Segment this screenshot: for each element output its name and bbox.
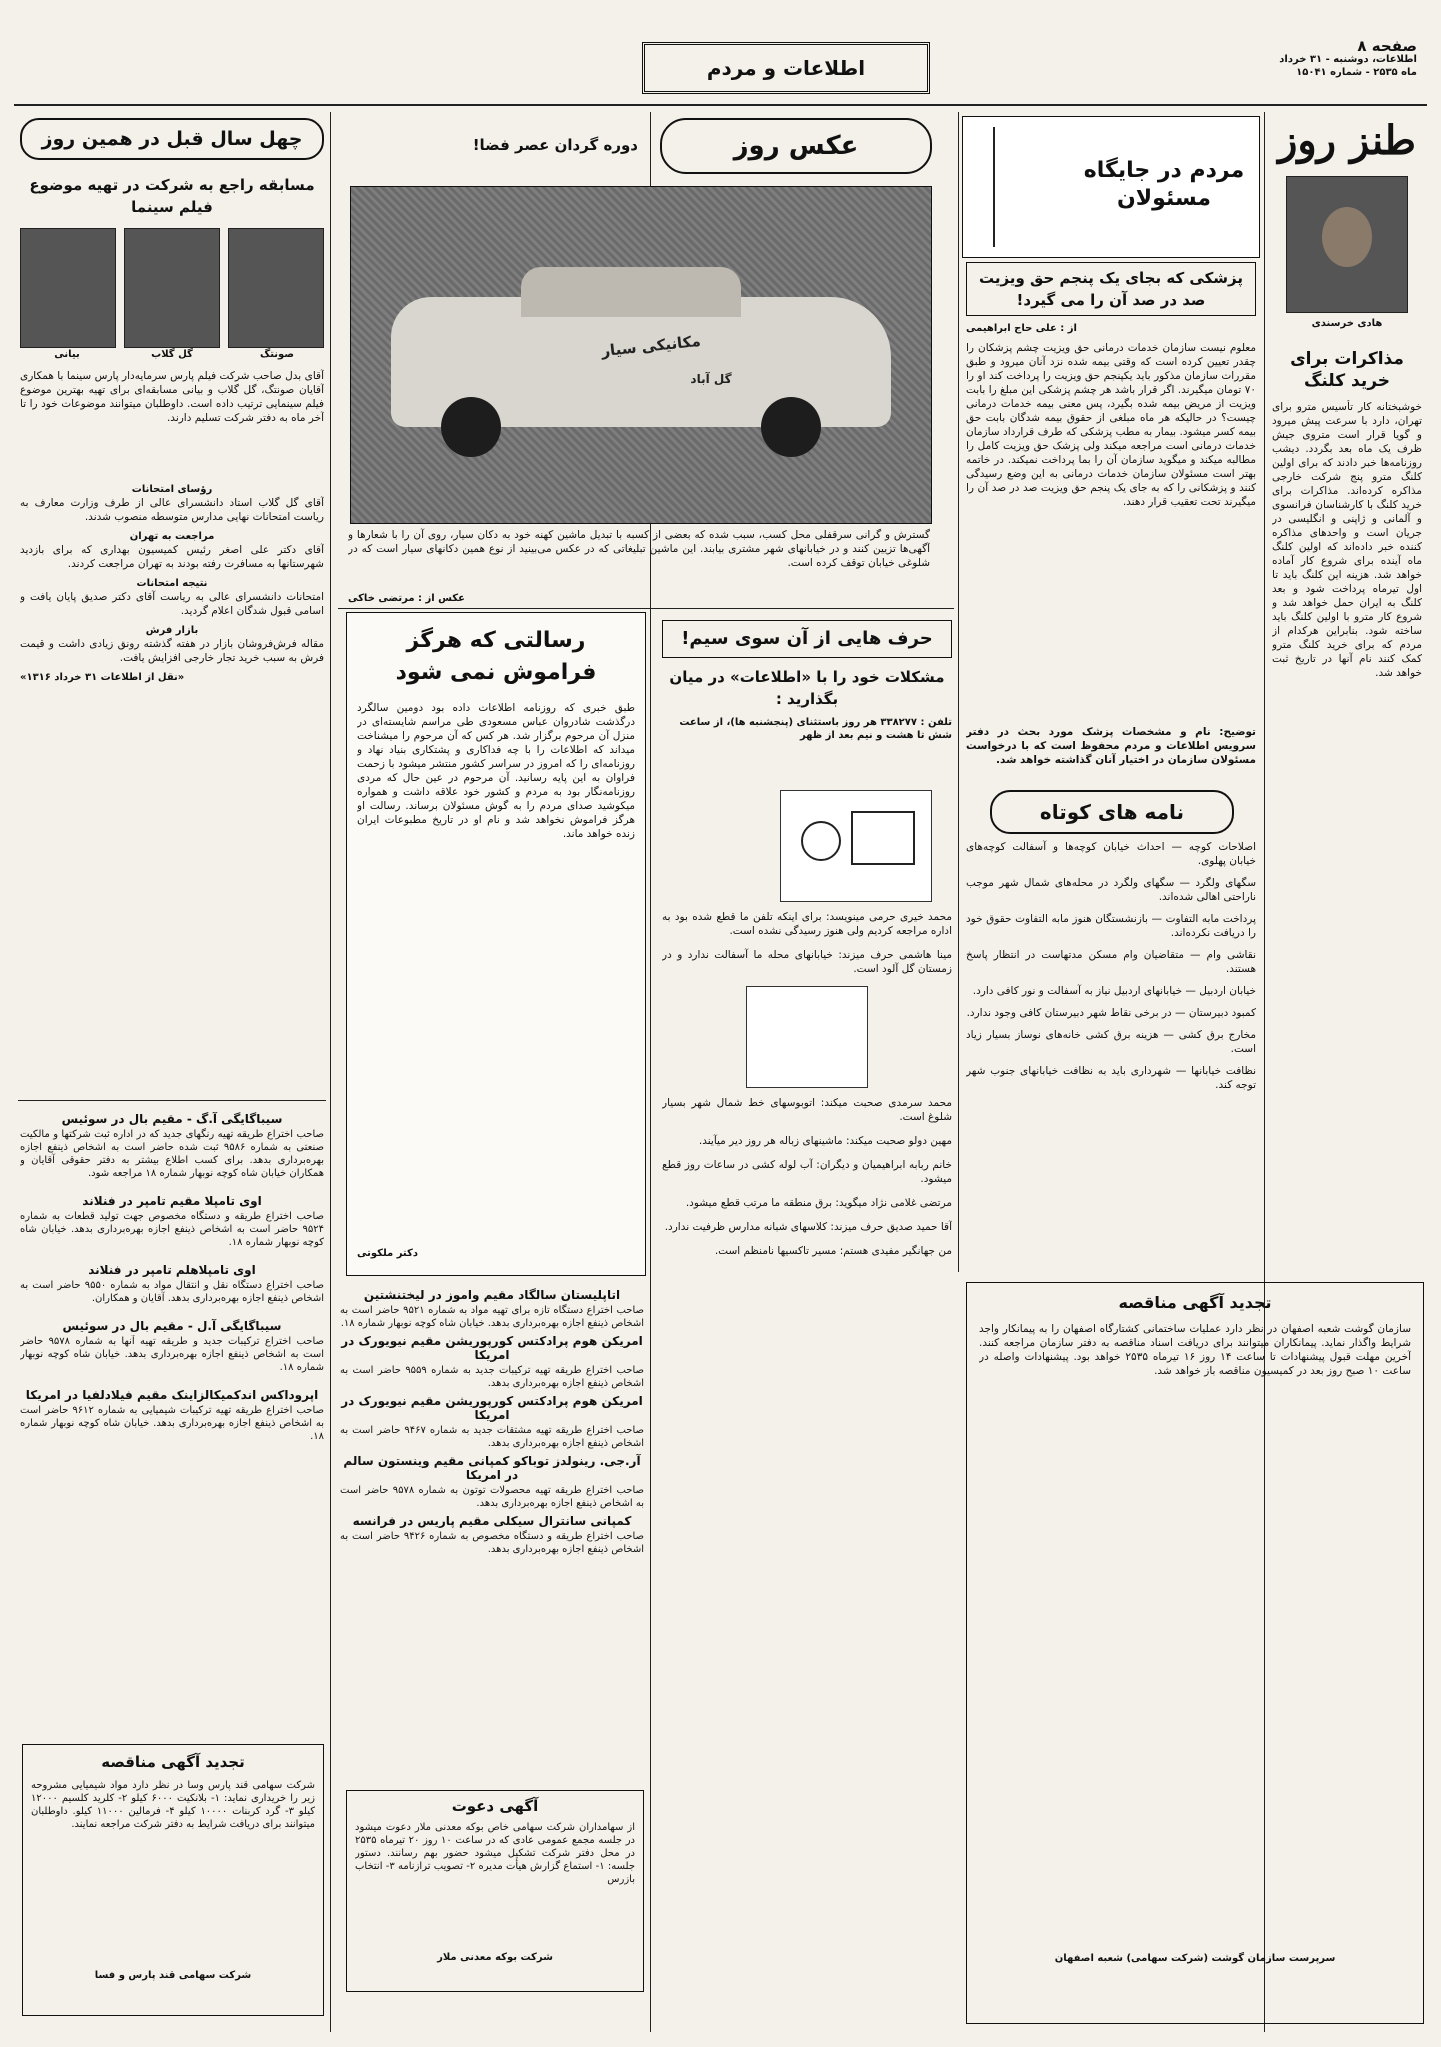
notice-title: سیباگایگی آ.گ - مقیم بال در سوئیس (61, 1112, 283, 1126)
list-item: مخارج برق کشی — هزینه برق کشی خانه‌های نوساز بسیار زیاد است. (966, 1029, 1256, 1055)
namehaye-list (966, 840, 1256, 1270)
notice-body: صاحب اختراع طریقه تهیه رنگهای جدید که در اداره ثبت شرکتها و مالکیت صنعتی به شماره ۹۵۸۶ ثبت شده حاضر است به اشخاص ذینفع اجازه بهره‌برداری بدهد. برای کسب اطلاع بیشتر به دفتر حقوقی آقایان و همکاران خیابان شاه کوچه نوبهار شماره ۱۸ مراجعه شود. (20, 1129, 324, 1179)
chehel-sub4: بازار فرش (145, 625, 199, 636)
tanz-author: هادی خرسندی (1311, 318, 1383, 329)
portrait-names (20, 348, 324, 361)
car-label: گل آباد (690, 372, 732, 386)
chehel-body: آقای بدل صاحب شرکت فیلم پارس سرمایه‌دار پارس سینما با همکاری آقایان صونتگ، گل گلاب و بیانی مسابقه‌ای برای تهیه بهترین موضوع فیلم سینمایی ترتیب داده است. داوطلبان میتوانند موضوعات خود را تا آخر ماه به دفتر شرکت تسلیم دارند. (20, 370, 324, 424)
photo-credit: عکس از : مرتضی خاکی (348, 593, 465, 604)
list-item: محمد سرمدی صحبت میکند: اتوبوسهای خط شمال شهر بسیار شلوغ است. (662, 1097, 952, 1123)
list-item: نظافت خیابانها — شهرداری باید به نظافت خیابانهای جنوب شهر توجه کند. (966, 1065, 1256, 1091)
tv-icon (851, 811, 915, 865)
portrait-photo (228, 228, 324, 348)
risalat-title: رسالتی که هرگز فراموش نمی شود (395, 628, 597, 685)
list-item: مهین دولو صحبت میکند: ماشینهای زباله هر روز دیر میآیند. (698, 1135, 952, 1147)
chehel-headline: مسابقه راجع به شرکت در تهیه موضوع فیلم سینما (29, 176, 315, 216)
chehel-title: چهل سال قبل در همین روز (20, 118, 324, 160)
mid-notices (340, 1284, 644, 1674)
monaqese-left-box (22, 1744, 324, 2016)
monaqese-right-signature: سرپرست سازمان گوشت (شرکت سهامی) شعبه اصفهان (1054, 1953, 1336, 1964)
podium-cartoon-icon (993, 127, 1075, 247)
mardom-article (966, 262, 1256, 781)
harf-box (662, 620, 952, 742)
section-title: اطلاعات و مردم (642, 42, 930, 94)
monaqese-left-body: شرکت سهامی قند پارس وسا در نظر دارد مواد شیمیایی مشروحه زیر را خریداری نماید: ۱- بلانکیت ۶۰۰۰ کیلو ۲- کلرید کلسیم ۱۲۰۰۰ کیلو ۳- گرد کربنات ۱۰۰۰۰ کیلو ۴- فرمالین ۱۱۰۰۰ کیلو. داوطلبان میتوانند برای دریافت شرایط به دفتر شرکت مراجعه نمایند. (31, 1780, 315, 1830)
davat-body: از سهامداران شرکت سهامی خاص بوکه معدنی ملار دعوت میشود در جلسه مجمع عمومی عادی که در ساعت ۱۰ روز ۲۰ تیرماه ۲۵۳۵ در محل دفتر شرکت تشکیل میشود حضور بهم رسانند. دستور جلسه: ۱- استماع گزارش هیأت مدیره ۲- تصویب ترازنامه ۳- انتخاب بازرس (355, 1822, 635, 1885)
tanz-logo: طنز روز (1278, 117, 1416, 164)
column-divider (330, 112, 331, 2032)
notice-title: امریکن هوم پرادکتس کورپوریشن مقیم نیویورک در امریکا (341, 1394, 643, 1422)
monaqese-right-box (966, 1282, 1424, 2024)
harf-title: حرف هایی از آن سوی سیم! (662, 620, 952, 658)
notice-title: امریکن هوم پرادکتس کورپوریشن مقیم نیویورک در امریکا (341, 1334, 643, 1362)
notice-body: صاحب اختراع طریقه تهیه محصولات توتون به شماره ۹۵۷۸ حاضر است به اشخاص ذینفع اجازه بهره‌برداری بدهد. (340, 1485, 644, 1509)
notice-body: صاحب اختراع دستگاه نقل و انتقال مواد به شماره ۹۵۵۰ حاضر است به اشخاص ذینفع اجازه بهره‌برداری بدهد. آقایان و همکاران. (20, 1280, 324, 1304)
tanz-title: مذاکرات برای خرید کلنگ (1290, 349, 1404, 391)
issue-line-2: ماه ۲۵۳۵ - شماره ۱۵۰۴۱ (1296, 67, 1417, 78)
harf-sub: مشکلات خود را با «اطلاعات» در میان بگذارید : (669, 668, 945, 708)
left-notices (20, 1108, 324, 1728)
notice-body: صاحب اختراع طریقه و دستگاه مخصوص جهت تولید قطعات به شماره ۹۵۲۴ حاضر است به اشخاص ذینفع اجازه بهره‌برداری بدهد. خیابان شاه کوچه نوبهار شماره ۱۸. (20, 1211, 324, 1248)
mardom-banner: مردم در جایگاه مسئولان (1083, 158, 1245, 211)
list-item: اصلاحات کوچه — احداث خیابان کوچه‌ها و آسفالت کوچه‌های خیابان پهلوی. (966, 841, 1256, 867)
portrait-photo (124, 228, 220, 348)
chehel-sub2: مراجعت به تهران (129, 531, 215, 542)
risalat-author: دکتر ملکوتی (357, 1248, 418, 1259)
notice-title: اوی تامپلاهلم تامپر در فنلاند (88, 1263, 256, 1277)
mardom-byline: از : علی حاج ابراهیمی (966, 323, 1077, 334)
notice-body: صاحب اختراع طریقه تهیه ترکیبات شیمیایی به شماره ۹۶۱۲ حاضر است به اشخاص ذینفع اجازه بهره‌برداری بدهد. خیابان شاه کوچه نوبهار شماره ۱۸. (20, 1405, 324, 1442)
portrait-name: بیانی (54, 349, 80, 360)
notice-title: اوی تامپلا مقیم تامپر در فنلاند (82, 1194, 262, 1208)
figure-head-icon (801, 821, 841, 861)
list-item: سگهای ولگرد — سگهای ولگرد در محله‌های شمال شهر موجب ناراحتی اهالی شده‌اند. (966, 877, 1256, 903)
mardom-banner-box (962, 116, 1260, 258)
car-roof (521, 267, 741, 317)
risalat-body: طبق خبری که روزنامه اطلاعات داده بود دومین سالگرد درگذشت شادروان عباس مسعودی طی مراسم شایسته‌ای در منزل آن مرحوم برگزار شد. هر کس که آن مرحوم را میشناخت میداند که اطلاعات را با چه فداکاری و پشتکاری بنیاد نهاد و روزنامه‌ای را که امروز در سراسر کشور منتشر میشود با زحمت فراوان به این پایه رسانید. آن مرحوم در عین حال که مردی روزنامه‌نگار بود به مردم و کشور خود علاقه داشت و همواره میکوشید صدای مردم را به گوش مسئولان برساند. رسالت او هرگز فراموش نخواهد شد و نام او در تاریخ مطبوعات ایران زنده خواهد ماند. (357, 702, 635, 840)
chehel-credit: «نقل از اطلاعات ۳۱ خرداد ۱۳۱۶» (20, 672, 185, 683)
wheel-icon (761, 397, 821, 457)
notice-body: صاحب اختراع دستگاه تازه برای تهیه مواد به شماره ۹۵۲۱ حاضر است به اشخاص ذینفع اجازه بهره‌برداری بدهد. خیابان شاه کوچه نوبهار شماره ۱۸. (340, 1305, 644, 1329)
namehaye-title: نامه های کوتاه (990, 790, 1234, 834)
list-item: مینا هاشمی حرف میزند: خیابانهای محله ما آسفالت ندارد و در زمستان گل آلود است. (662, 949, 952, 975)
notice-title: آر.جی. رینولدز توباکو کمپانی مقیم وینستون سالم در امریکا (343, 1454, 641, 1482)
portrait-row (20, 228, 324, 348)
face-icon (1322, 207, 1372, 267)
mardom-headline: پزشکی که بجای یک پنجم حق ویزیت صد در صد آن را می گیرد! (966, 262, 1256, 316)
section-rule (18, 1100, 326, 1101)
reader-calls (662, 910, 952, 2010)
wheel-icon (441, 397, 501, 457)
monaqese-right-title: تجدید آگهی مناقصه (1118, 1293, 1272, 1312)
chehel-sub2-body: آقای دکتر علی اصغر رئیس کمیسیون بهداری که برای بازدید شهرستانها به مسافرت رفته بودند به تهران مراجعت کردند. (20, 544, 324, 570)
davat-box (346, 1790, 644, 1992)
portrait-photo (20, 228, 116, 348)
list-item: آقا حمید صدیق حرف میزند: کلاسهای شبانه مدارس ظرفیت ندارد. (664, 1221, 952, 1233)
monaqese-left-title: تجدید آگهی مناقصه (101, 1753, 245, 1771)
notice-title: اتاپلیستان سالگاد مقیم واموز در لیختنشتین (363, 1288, 621, 1302)
column-divider (958, 112, 959, 1272)
cartoon-icon (746, 986, 868, 1088)
portrait-name: صونتگ (259, 349, 294, 360)
masthead-rule (14, 104, 1427, 106)
car-slogan: مکانیکی سیار (600, 331, 702, 361)
list-item: کمبود دبیرستان — در برخی نقاط شهر دبیرستان کافی وجود ندارد. (966, 1007, 1256, 1019)
list-item: من جهانگیر مفیدی هستم: مسیر تاکسیها نامنظم است. (714, 1245, 952, 1257)
photo-title: عکس روز (660, 118, 932, 174)
list-item: خیابان اردبیل — خیابانهای اردبیل نیاز به آسفالت و نور کافی دارد. (972, 985, 1256, 997)
davat-title: آگهی دعوت (451, 1797, 539, 1815)
notice-title: سیباگایگی آ.ل - مقیم بال در سوئیس (62, 1319, 282, 1333)
chehel-sub1-body: آقای گل گلاب استاد دانشسرای عالی از طرف وزارت معارف به ریاست امتحانات نهایی مدارس متوسطه منصوب شدند. (20, 497, 324, 523)
chehel-sub4-body: مقاله فرش‌فروشان بازار در هفته گذشته رونق زیادی داشت و قیمت فرش به سبب خرید تجار خارجی افزایش یافت. (20, 638, 324, 664)
section-rule (338, 608, 954, 609)
monaqese-right-body: سازمان گوشت شعبه اصفهان در نظر دارد عملیات ساختمانی کشتارگاه اصفهان را به پیمانکار واجد شرایط واگذار نماید. پیمانکاران میتوانند برای دریافت اسناد مناقصه به دفتر سازمان مراجعه کنند. آخرین مهلت قبول پیشنهادات تا ساعت ۱۴ روز ۱۶ تیرماه ۲۵۳۵ خواهد بود. پیشنهادات واصله در ساعت ۱۰ صبح روز بعد در کمیسیون مناقصه باز خواهد شد. (979, 1323, 1411, 1377)
day-photo (350, 186, 932, 524)
photo-caption: گسترش و گرانی سرقفلی محل کسب، سبب شده که بعضی از کسبه با تبدیل ماشین کهنه خود به دکان سیار، روی آن را با شعارها و آگهی‌ها تزیین کنند و در خیابانهای شهر مشتری بیابند. این ماشین تبلیغاتی که در عکس می‌بینید از نوع همین دکانهای سیار است که در شلوغی خیابان توقف کرده است. (348, 529, 930, 569)
notice-body: صاحب اختراع ترکیبات جدید و طریقه تهیه آنها به شماره ۹۵۷۸ حاضر است به اشخاص ذینفع اجازه بهره‌برداری بدهد. خیابان شاه کوچه نوبهار شماره ۱۸. (20, 1336, 324, 1373)
notice-body: صاحب اختراع طریقه تهیه مشتقات جدید به شماره ۹۴۶۷ حاضر است به اشخاص ذینفع اجازه بهره‌برداری بدهد. (340, 1425, 644, 1449)
chehel-sub3: نتیجه امتحانات (136, 578, 208, 589)
masthead-info (1247, 37, 1417, 79)
mardom-body: معلوم نیست سازمان خدمات درمانی حق ویزیت چشم پزشکان را چقدر تعیین کرده است که وقتی بیمه شده نزد آنان میرود و طبق مقررات سازمان مذکور باید یکپنجم حق ویزیت را پرداخت کند او را ۷۰ تومان میگیرند. اگر قرار باشد هر چشم پزشکی این مبلغ را بابت ویزیت از مریض بیمه شده بگیرد، پس معنی بیمه خدمات درمانی چیست؟ در حالیکه هر ماه مبلغی از حقوق بیمه شدگان بابت حق بیمه کسر میشود. بیمار به مطب پزشکی که طرف قرارداد سازمان خدمات درمانی است مراجعه میکند ولی پزشک حق ویزیت کامل را مطالبه میکند و میگوید سازمان آن را بما پرداخت نمیکند. در خاتمه بهتر است مسئولان سازمان خدمات درمانی به این وضع رسیدگی کنند و پزشکانی را که به جای یک پنجم حق ویزیت صد در صد آن را میگیرند تحت تعقیب قرار دهند. (966, 342, 1256, 508)
list-item: مرتضی غلامی نژاد میگوید: برق منطقه ما مرتب قطع میشود. (685, 1197, 952, 1209)
tanz-body: خوشبختانه کار تأسیس مترو برای تهران، دارد با سرعت پیش میرود و گویا قرار است متروی جیش ظرف یک ماه بعد بگردد. دیشب روزنامه‌ها خبر دادند که برای اولین کلنگ مترو پنج شرکت خارجی مذاکره کرده‌اند. مذاکرات برای خرید کلنگ با کارشناسان فرانسوی و آلمانی و ژاپنی و انگلیسی در جریان است و واحدهای مذاکره کننده خبر داده‌اند که اولین کلنگ ماه آینده برای شروع کار آماده خواهد شد. هزینه این کلنگ باید تا اول تیرماه پرداخت شود و بعد کلنگ به ایران حمل خواهد شد و شروع کار مترو با اولین کلنگ باید ساخته شود. بنابراین هرکدام از مردم که برای خرید کلنگ مترو کمک کنند نام آنها در تاریخ ثبت خواهد شد. (1272, 401, 1422, 679)
page-label: صفحه ۸ (1357, 37, 1417, 55)
author-photo (1286, 176, 1408, 313)
davat-signature: شرکت بوکه معدنی ملار (437, 1952, 553, 1963)
list-item: محمد خیری حرمی مینویسد: برای اینکه تلفن ما قطع شده بود به اداره مراجعه کردیم ولی هنوز رسیدگی نشده است. (662, 911, 952, 937)
notice-body: صاحب اختراع طریقه و دستگاه مخصوص به شماره ۹۴۲۶ حاضر است به اشخاص ذینفع اجازه بهره‌برداری بدهد. (340, 1531, 644, 1555)
notice-body: صاحب اختراع طریقه تهیه ترکیبات جدید به شماره ۹۵۵۹ حاضر است به اشخاص ذینفع اجازه بهره‌برداری بدهد. (340, 1365, 644, 1389)
chehel-column (20, 118, 324, 684)
list-item: پرداخت مابه التفاوت — بازنشستگان هنوز مابه التفاوت حقوق خود را دریافت نکرده‌اند. (966, 913, 1256, 939)
chehel-sub1: رؤسای امتحانات (131, 484, 213, 495)
mardom-note: توضیح: نام و مشخصات پزشک مورد بحث در دفتر سرویس اطلاعات و مردم محفوظ است که با درخواست مسئولان سازمان در اختیار آنان گذاشته خواهد شد. (966, 726, 1256, 766)
harf-phone: تلفن : ۳۳۸۲۷۷ هر روز باستثنای (پنجشنبه ها)، از ساعت شش تا هشت و نیم بعد از ظهر (679, 717, 952, 741)
dore-title: دوره گردان عصر فضا! (472, 136, 638, 154)
notice-title: اپروداکس اندکمیکالزاینک مقیم فیلادلفیا در امریکا (25, 1388, 319, 1402)
issue-line-1: اطلاعات، دوشنبه - ۳۱ خرداد (1279, 54, 1417, 65)
risalat-box (346, 612, 646, 1276)
monaqese-left-signature: شرکت سهامی قند پارس و فسا (94, 1970, 252, 1981)
list-item: نقاشی وام — متقاضیان وام مسکن مدتهاست در انتظار پاسخ هستند. (966, 949, 1256, 975)
list-item: خانم ربابه ابراهیمیان و دیگران: آب لوله کشی در ساعات روز قطع میشود. (662, 1159, 952, 1185)
notice-title: کمپانی سانترال سیکلی مقیم پاریس در فرانسه (352, 1514, 632, 1528)
chehel-sub3-body: امتحانات دانشسرای عالی به ریاست آقای دکتر صدیق پایان یافت و اسامی قبول شدگان اعلام گردید. (20, 591, 324, 617)
tv-cartoon-icon (780, 790, 932, 902)
portrait-name: گل گلاب (151, 349, 193, 360)
